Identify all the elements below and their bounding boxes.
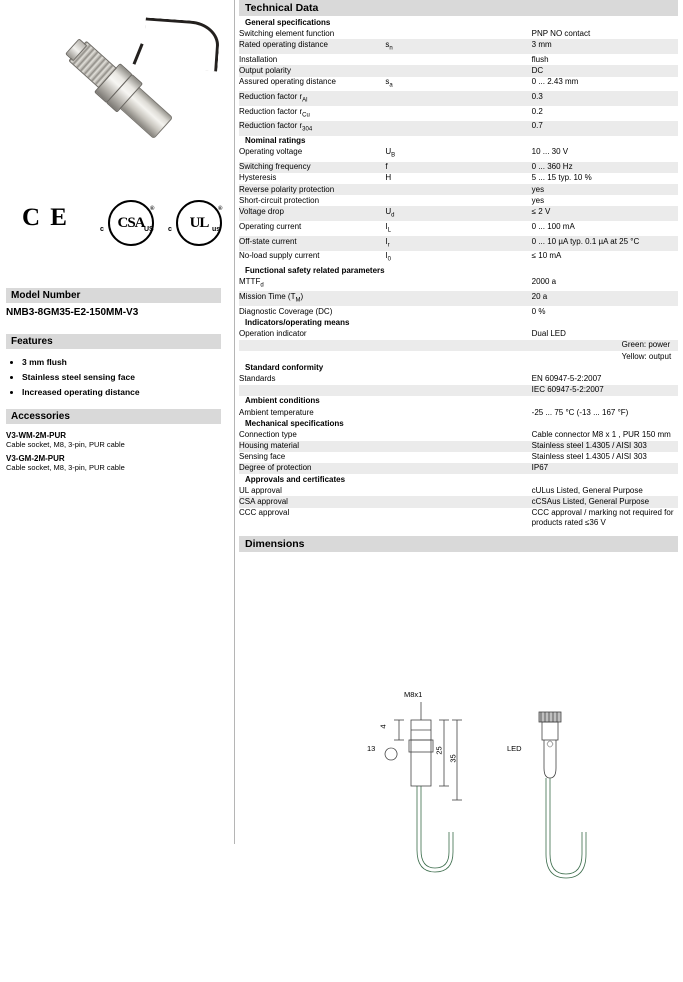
spec-label: UL approval (239, 485, 282, 495)
spec-symbol (385, 106, 531, 121)
spec-label: Diagnostic Coverage (DC) (239, 306, 333, 316)
spec-label: No-load supply current (239, 251, 320, 261)
certification-marks (22, 196, 222, 248)
csa-prefix: c (100, 226, 104, 233)
accessory-name: V3-GM-2M-PUR (6, 454, 65, 463)
spec-label: Operation indicator (239, 329, 307, 339)
spec-value: DC (532, 65, 678, 76)
right-column (234, 0, 677, 844)
spec-group-header (239, 362, 678, 373)
spec-symbol (385, 291, 531, 306)
table-row (239, 340, 678, 351)
csa-suffix: US (144, 226, 154, 233)
spec-symbol (385, 373, 531, 384)
dim-led-label: LED (507, 743, 522, 753)
spec-value: ≤ 2 V (532, 206, 678, 221)
spec-label: Reduction factor $r_{304}$ (239, 121, 385, 136)
spec-label: Off-state current (239, 236, 385, 251)
spec-label: Ambient temperature (239, 407, 314, 417)
table-row (239, 452, 678, 463)
spec-value: Green: power (532, 340, 678, 351)
left-column (0, 0, 228, 844)
accessories-heading: Accessories (6, 409, 221, 424)
table-row (239, 251, 678, 266)
dimension-svg (239, 682, 678, 982)
spec-group-label: Nominal ratings (239, 136, 678, 147)
ul-registered-icon: ® (218, 206, 222, 212)
spec-label: Installation (239, 54, 278, 64)
features-heading: Features (6, 334, 221, 349)
table-row (239, 65, 678, 76)
table-row (239, 39, 678, 54)
list-item: • 3 mm flush (22, 355, 237, 369)
spec-symbol: $s_n$ (385, 39, 531, 54)
table-row (239, 221, 678, 236)
spec-label (239, 340, 385, 351)
features-list (6, 355, 237, 400)
spec-value: 0.7 (532, 121, 678, 136)
spec-label: Rated operating distance (239, 39, 385, 54)
list-item: • Stainless steel sensing face (22, 370, 237, 384)
spec-symbol (385, 407, 531, 418)
spec-label: Assured operating distance (239, 77, 336, 87)
spec-value: Yellow: output (621, 351, 672, 361)
spec-value: 0 ... 360 Hz (532, 162, 678, 173)
spec-symbol: $U_B$ (385, 147, 396, 160)
ul-prefix: c (168, 226, 172, 233)
spec-value: 0 % (531, 306, 546, 316)
spec-value: 2000 a (531, 277, 557, 287)
csa-badge-text: CSA (117, 214, 145, 231)
spec-symbol (385, 351, 531, 362)
accessory-description: Cable socket, M8, 3-pin, PUR cable (6, 463, 125, 472)
table-row (239, 351, 678, 362)
spec-group-label: Approvals and certificates (239, 474, 678, 485)
spec-label: Reduction factor $r_{Cu}$ (239, 106, 310, 119)
spec-value: 0.2 (531, 106, 543, 116)
spec-label: Connection type (239, 429, 297, 439)
spec-value: 0 ... 2.43 mm (531, 77, 579, 87)
table-row (239, 184, 678, 195)
table-row (239, 329, 678, 340)
spec-value: Cable connector M8 x 1 , PUR 150 mm (531, 429, 671, 439)
spec-value: 0 ... 100 mA (531, 221, 575, 231)
spec-symbol (385, 385, 531, 396)
spec-value: ≤ 10 mA (531, 251, 562, 261)
table-row (239, 485, 678, 496)
spec-value: 5 ... 15 typ. 10 % (531, 173, 592, 183)
spec-symbol (385, 306, 531, 317)
accessory-name: V3-WM-2M-PUR (6, 431, 66, 440)
table-row (239, 277, 678, 292)
spec-value: EN 60947-5-2:2007 (531, 373, 602, 383)
table-row (239, 407, 678, 418)
table-row (239, 173, 678, 184)
spec-symbol: $I_r$ (385, 236, 531, 251)
spec-value: cCSAus Listed, General Purpose (532, 496, 678, 507)
spec-label: CCC approval (239, 508, 290, 518)
spec-symbol: $I_L$ (385, 221, 391, 234)
page-title: Technical Data (239, 0, 678, 16)
spec-value: cULus Listed, General Purpose (531, 485, 643, 495)
spec-group-header (239, 136, 678, 147)
dim-25-label: 25 (434, 746, 444, 755)
spec-label: CSA approval (239, 496, 385, 507)
cable-curve (142, 17, 220, 71)
spec-label: Mission Time $(T_M)$ (239, 291, 385, 306)
spec-symbol (385, 452, 531, 463)
ul-badge (176, 200, 222, 246)
spec-value: yes (532, 184, 678, 195)
table-row (239, 91, 678, 106)
table-row (239, 77, 678, 92)
table-row (239, 385, 678, 396)
spec-symbol (385, 28, 531, 39)
spec-symbol (385, 329, 531, 340)
spec-symbol: f (385, 162, 531, 173)
list-item (6, 454, 221, 472)
spec-symbol (385, 340, 531, 351)
table-row (239, 291, 678, 306)
spec-label: Housing material (239, 441, 385, 452)
spec-group-label: Standard conformity (239, 362, 678, 373)
spec-label: Switching element function (239, 28, 335, 38)
spec-label: $MTTF_d$ (239, 277, 264, 289)
spec-value: CCC approval / marking not required for products rated ≤36 V (531, 508, 674, 528)
spec-value: 0.3 (532, 91, 678, 106)
table-row (239, 373, 678, 384)
spec-group-label: Functional safety related parameters (239, 266, 678, 277)
spec-value: 10 ... 30 V (531, 147, 569, 157)
list-item (6, 431, 221, 449)
spec-value: 20 a (532, 291, 678, 306)
spec-symbol (385, 65, 531, 76)
table-row (239, 441, 678, 452)
spec-symbol (385, 54, 531, 65)
spec-value: -25 ... 75 °C (-13 ... 167 °F) (531, 407, 629, 417)
spec-value: PNP NO contact (531, 28, 591, 38)
list-item: • Increased operating distance (22, 385, 237, 399)
product-photo (6, 8, 221, 193)
table-row (239, 147, 678, 162)
spec-label: Sensing face (239, 452, 286, 462)
spec-group-header (239, 396, 678, 407)
table-row (239, 28, 678, 39)
spec-value: Stainless steel 1.4305 / AISI 303 (532, 441, 678, 452)
spec-label: Operating current (239, 221, 302, 231)
spec-label: Switching frequency (239, 162, 385, 173)
spec-group-label: Mechanical specifications (239, 418, 678, 429)
table-row (239, 162, 678, 173)
technical-data-table (239, 17, 678, 529)
table-row (239, 508, 678, 529)
spec-group-header (239, 418, 678, 429)
table-row (239, 496, 678, 507)
csa-icon (100, 198, 156, 244)
spec-label: Reduction factor $r_{Al}$ (239, 91, 385, 106)
spec-group-label: Ambient conditions (239, 396, 678, 407)
spec-value: yes (531, 195, 545, 205)
ce-icon: C E (22, 204, 69, 231)
spec-value: IP67 (532, 463, 678, 474)
spec-value: IEC 60947-5-2:2007 (532, 385, 678, 396)
table-row (239, 236, 678, 251)
spec-label: Hysteresis (239, 173, 277, 183)
table-row (239, 106, 678, 121)
dimension-drawing (239, 682, 678, 982)
spec-symbol: H (385, 173, 392, 183)
spec-symbol: $U_d$ (385, 206, 531, 221)
spec-symbol (385, 485, 531, 496)
dim-thread-label: M8x1 (404, 689, 423, 699)
spec-symbol (385, 184, 531, 195)
dim-13-label: 13 (367, 743, 376, 753)
spec-label: Operating voltage (239, 147, 303, 157)
table-row (239, 195, 678, 206)
spec-symbol (385, 441, 531, 452)
table-row (239, 54, 678, 65)
spec-value: 0 ... 10 µA typ. 0.1 µA at 25 °C (532, 236, 678, 251)
ul-icon (168, 198, 224, 244)
spec-symbol: $I_0$ (385, 251, 391, 263)
spec-value: Dual LED (531, 329, 566, 339)
model-number-value: NMB3-8GM35-E2-150MM-V3 (6, 307, 139, 318)
spec-group-header (239, 17, 678, 28)
csa-badge (108, 200, 154, 246)
sensor-illustration (16, 18, 206, 188)
spec-symbol (385, 195, 531, 206)
spec-group-header (239, 266, 678, 277)
spec-symbol (385, 277, 531, 292)
spec-label (239, 351, 385, 362)
spec-group-header (239, 317, 678, 328)
dimensions-heading: Dimensions (239, 536, 678, 552)
spec-label (239, 385, 385, 396)
spec-symbol (385, 463, 531, 474)
spec-symbol: $s_a$ (385, 77, 393, 89)
ul-badge-text: UL (189, 214, 209, 231)
spec-group-label: General specifications (239, 17, 678, 28)
spec-value: flush (531, 54, 549, 64)
spec-label: Short-circuit protection (239, 195, 320, 205)
spec-label: Voltage drop (239, 206, 385, 221)
spec-label: Reverse polarity protection (239, 184, 385, 195)
spec-label: Output polarity (239, 65, 385, 76)
spec-symbol (385, 429, 531, 440)
dim-35-label: 35 (448, 754, 458, 763)
model-number-heading: Model Number (6, 288, 221, 303)
spec-label: Standards (239, 373, 276, 383)
table-row (239, 121, 678, 136)
ul-suffix: us (212, 226, 221, 233)
spec-symbol (385, 91, 531, 106)
table-row (239, 429, 678, 440)
spec-value: Stainless steel 1.4305 / AISI 303 (531, 452, 647, 462)
spec-group-header (239, 474, 678, 485)
spec-label: Degree of protection (239, 463, 385, 474)
spec-group-label: Indicators/operating means (239, 317, 678, 328)
table-row (239, 463, 678, 474)
spec-symbol (385, 508, 531, 529)
accessory-description: Cable socket, M8, 3-pin, PUR cable (6, 440, 125, 449)
csa-registered-icon: ® (150, 206, 154, 212)
spec-symbol (385, 121, 531, 136)
spec-symbol (385, 496, 531, 507)
spec-value: 3 mm (532, 39, 678, 54)
table-row (239, 206, 678, 221)
dim-4-label: 4 (378, 724, 388, 729)
table-row (239, 306, 678, 317)
